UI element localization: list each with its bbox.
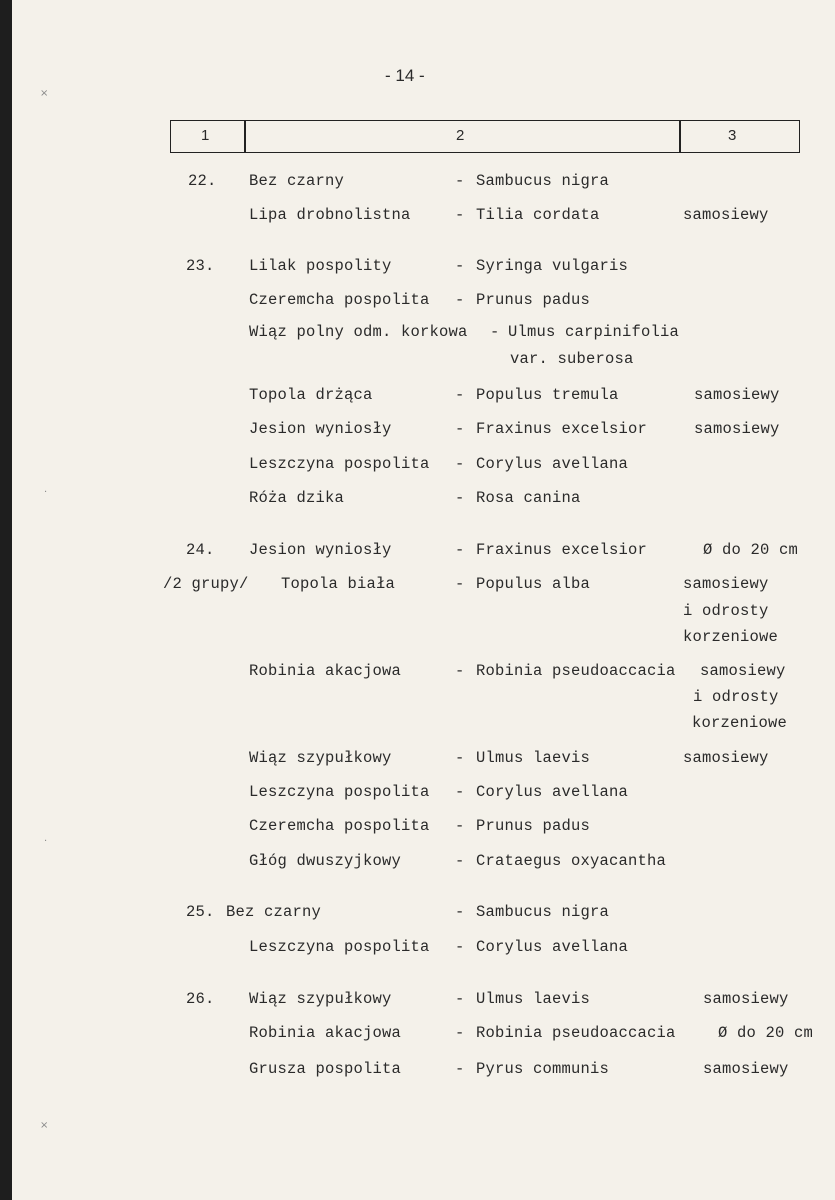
column-header-2: 2 [456,127,465,144]
column-divider [679,121,681,152]
dash-separator: - [455,1060,465,1078]
polish-name: Czeremcha pospolita [249,817,430,835]
polish-name: Wiąz polny odm. korkowa [249,323,468,341]
latin-name: Pyrus communis [476,1060,610,1078]
dash-separator: - [455,783,465,801]
polish-name: Wiąz szypułkowy [249,990,392,1008]
note: samosiewy [694,386,780,404]
scan-mark: · [44,487,48,498]
note: Ø do 20 cm [703,541,799,559]
latin-name: Corylus avellana [476,938,629,956]
note: samosiewy [700,662,786,680]
polish-name: Głóg dwuszyjkowy [249,852,402,870]
note: korzeniowe [683,628,779,646]
latin-name: Crataegus oxyacantha [476,852,667,870]
scan-edge [0,0,12,1200]
dash-separator: - [455,206,465,224]
dash-separator: - [455,749,465,767]
dash-separator: - [455,291,465,309]
latin-name: Populus tremula [476,386,619,404]
latin-name: Sambucus nigra [476,903,610,921]
polish-name: Wiąz szypułkowy [249,749,392,767]
note: i odrosty [683,602,769,620]
polish-name: Robinia akacjowa [249,662,402,680]
note: samosiewy [683,749,769,767]
scan-mark: × [40,88,49,99]
dash-separator: - [490,323,500,341]
latin-name: Fraxinus excelsior [476,420,648,438]
latin-name: Prunus padus [476,291,591,309]
latin-name: Robinia pseudoaccacia [476,662,676,680]
column-header-table [170,120,800,153]
latin-name: Rosa canina [476,489,581,507]
latin-name: Syringa vulgaris [476,257,629,275]
latin-name: Sambucus nigra [476,172,610,190]
polish-name: Leszczyna pospolita [249,938,430,956]
dash-separator: - [455,662,465,680]
latin-name: Robinia pseudoaccacia [476,1024,676,1042]
dash-separator: - [455,817,465,835]
scan-mark: × [40,1120,49,1131]
dash-separator: - [455,257,465,275]
dash-separator: - [455,172,465,190]
polish-name: Topola biała [281,575,396,593]
column-header-3: 3 [728,127,737,144]
dash-separator: - [455,852,465,870]
dash-separator: - [455,1024,465,1042]
latin-name: Fraxinus excelsior [476,541,648,559]
note: samosiewy [683,206,769,224]
entry-number: /2 grupy/ [163,575,249,593]
latin-name: Populus alba [476,575,591,593]
polish-name: Jesion wyniosły [249,541,392,559]
note: samosiewy [683,575,769,593]
dash-separator: - [455,903,465,921]
entry-number: 25. [186,903,215,921]
polish-name: Bez czarny [249,172,345,190]
dash-separator: - [455,420,465,438]
polish-name: Robinia akacjowa [249,1024,402,1042]
dash-separator: - [455,455,465,473]
page-number: - 14 - [385,66,425,85]
entry-number: 22. [188,172,217,190]
latin-name: Ulmus laevis [476,749,591,767]
note: samosiewy [703,1060,789,1078]
latin-name: Ulmus laevis [476,990,591,1008]
entry-number: 24. [186,541,215,559]
latin-name: Prunus padus [476,817,591,835]
polish-name: Lilak pospolity [249,257,392,275]
latin-name: Corylus avellana [476,455,629,473]
note: i odrosty [693,688,779,706]
entry-number: 26. [186,990,215,1008]
polish-name: Róża dzika [249,489,345,507]
dash-separator: - [455,575,465,593]
polish-name: Bez czarny [226,903,322,921]
note: korzeniowe [692,714,788,732]
note: samosiewy [703,990,789,1008]
latin-name: Ulmus carpinifolia [508,323,680,341]
polish-name: Leszczyna pospolita [249,455,430,473]
note: Ø do 20 cm [718,1024,814,1042]
dash-separator: - [455,489,465,507]
dash-separator: - [455,938,465,956]
polish-name: Leszczyna pospolita [249,783,430,801]
column-header-1: 1 [201,127,210,144]
column-divider [244,121,246,152]
latin-name: Corylus avellana [476,783,629,801]
dash-separator: - [455,541,465,559]
latin-name: var. suberosa [510,350,634,368]
note: samosiewy [694,420,780,438]
scan-mark: · [44,836,48,847]
polish-name: Lipa drobnolistna [249,206,411,224]
polish-name: Czeremcha pospolita [249,291,430,309]
polish-name: Grusza pospolita [249,1060,402,1078]
polish-name: Topola drżąca [249,386,373,404]
dash-separator: - [455,386,465,404]
dash-separator: - [455,990,465,1008]
latin-name: Tilia cordata [476,206,600,224]
polish-name: Jesion wyniosły [249,420,392,438]
entry-number: 23. [186,257,215,275]
